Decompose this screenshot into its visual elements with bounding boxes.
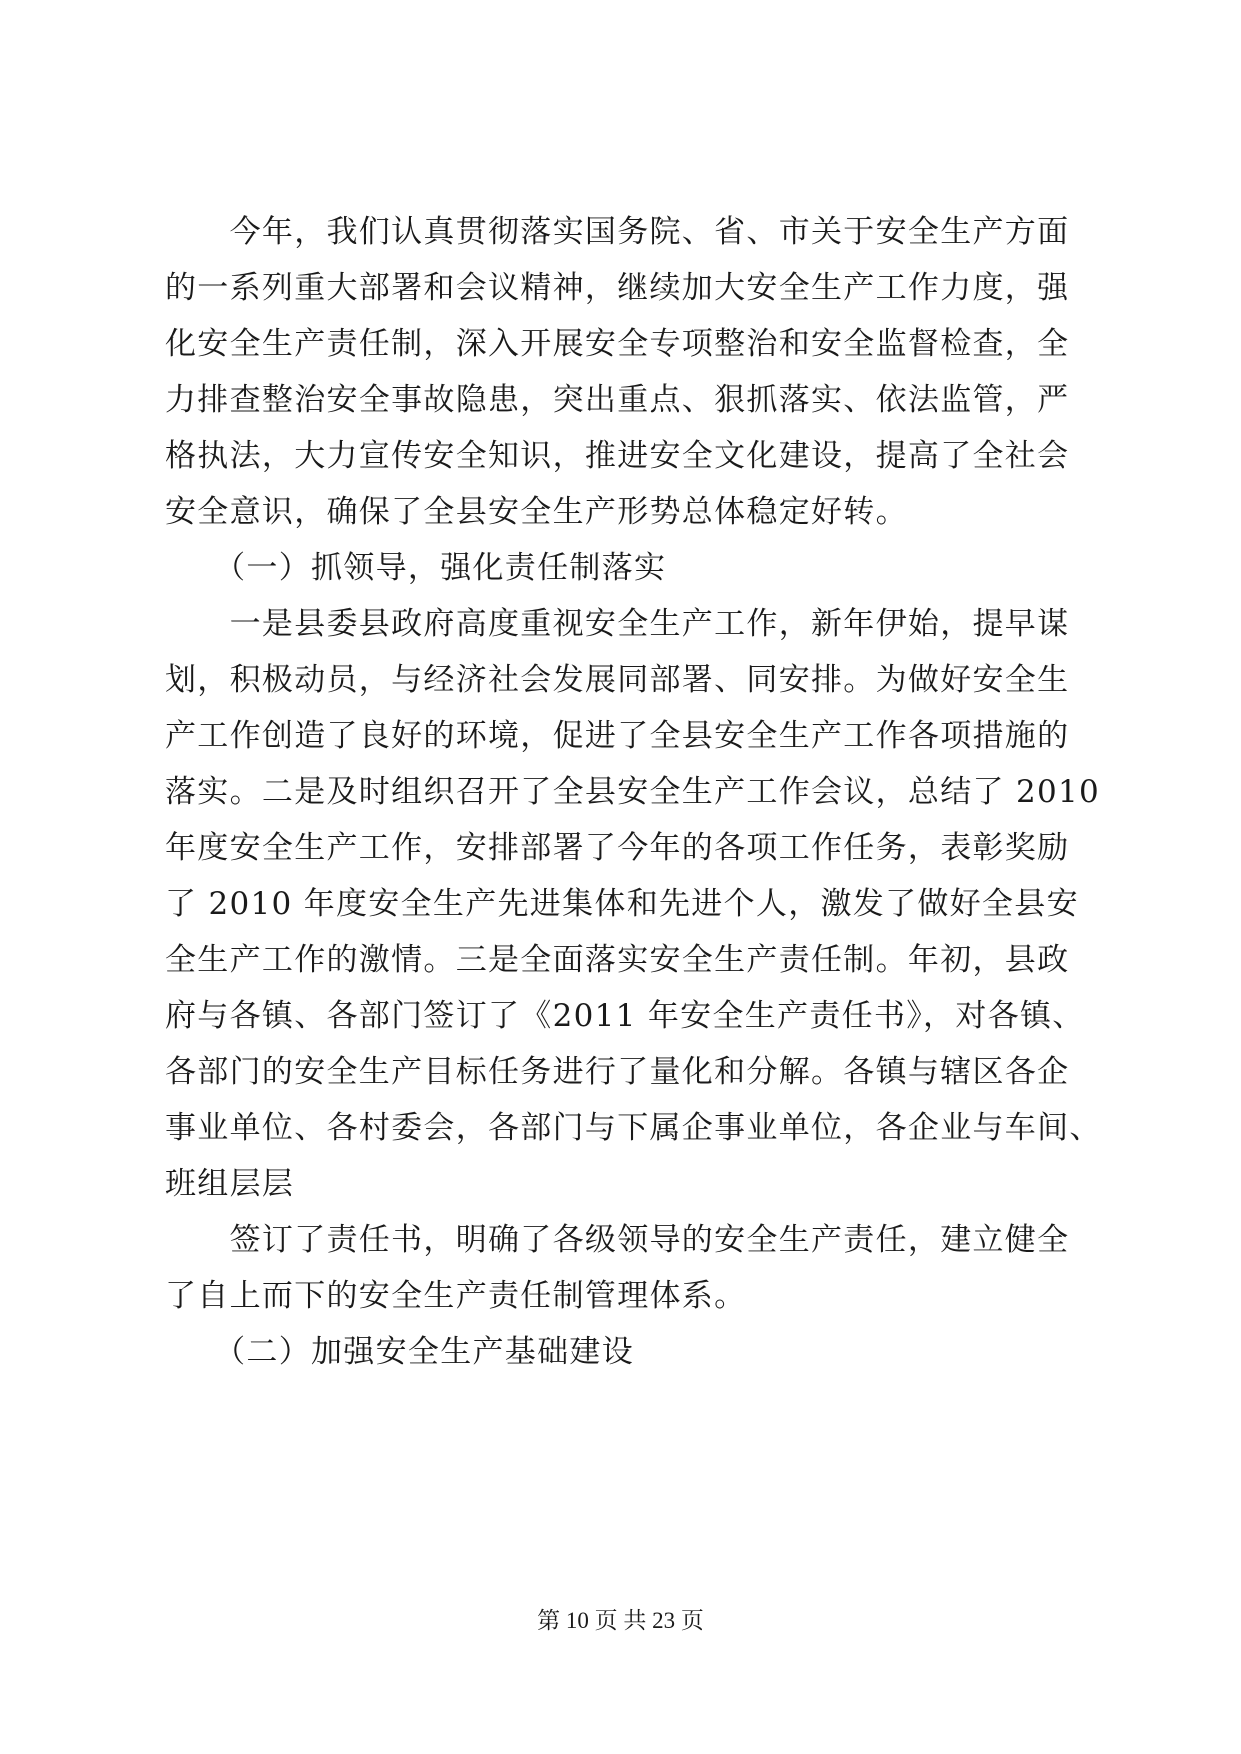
text-line: 落实。二是及时组织召开了全县安全生产工作会议，总结了 2010	[165, 774, 1101, 810]
text-line: 签订了责任书，明确了各级领导的安全生产责任，建立健全	[165, 1222, 1070, 1258]
text-line: 格执法，大力宣传安全知识，推进安全文化建设，提高了全社会	[165, 438, 1070, 474]
text-line: 全生产工作的激情。三是全面落实安全生产责任制。年初，县政	[165, 942, 1070, 978]
text-line: 班组层层	[165, 1166, 295, 1202]
text-line: 今年，我们认真贯彻落实国务院、省、市关于安全生产方面	[165, 214, 1070, 250]
text-line: 府与各镇、各部门签订了《2011 年安全生产责任书》，对各镇、	[165, 998, 1085, 1034]
text-line: 安全意识，确保了全县安全生产形势总体稳定好转。	[165, 494, 908, 530]
text-line: 一是县委县政府高度重视安全生产工作，新年伊始，提早谋	[165, 606, 1070, 642]
text-line: 事业单位、各村委会，各部门与下属企事业单位，各企业与车间、	[165, 1110, 1102, 1146]
section-heading: （二）加强安全生产基础建设	[165, 1334, 634, 1370]
text-line: 力排查整治安全事故隐患，突出重点、狠抓落实、依法监管，严	[165, 382, 1070, 418]
text-line: 化安全生产责任制，深入开展安全专项整治和安全监督检查，全	[165, 326, 1070, 362]
text-line: 的一系列重大部署和会议精神，继续加大安全生产工作力度，强	[165, 270, 1070, 306]
text-line: 了自上而下的安全生产责任制管理体系。	[165, 1278, 747, 1314]
text-line: 产工作创造了良好的环境，促进了全县安全生产工作各项措施的	[165, 718, 1070, 754]
section-heading: （一）抓领导，强化责任制落实	[165, 550, 667, 586]
text-line: 各部门的安全生产目标任务进行了量化和分解。各镇与辖区各企	[165, 1054, 1070, 1090]
text-line: 年度安全生产工作，安排部署了今年的各项工作任务，表彰奖励	[165, 830, 1070, 866]
text-line: 划，积极动员，与经济社会发展同部署、同安排。为做好安全生	[165, 662, 1070, 698]
text-line: 了 2010 年度安全生产先进集体和先进个人，激发了做好全县安	[165, 886, 1079, 922]
page-number-footer: 第 10 页 共 23 页	[537, 1608, 704, 1633]
